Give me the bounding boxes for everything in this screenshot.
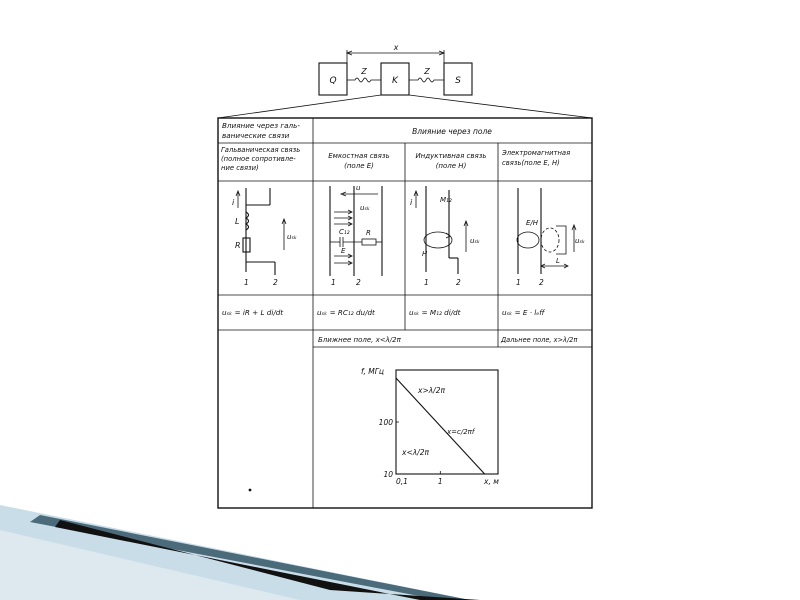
galvanic-uk: uₛₖ (287, 233, 298, 241)
annotation-boundary: x=c/2πf (447, 428, 475, 436)
col3-line1: Индуктивная связь (415, 152, 487, 160)
x-tick-label: 0,1 (396, 477, 408, 486)
galvanic-R: R (235, 241, 241, 250)
block-s-label: S (455, 76, 461, 86)
header-galvanic-line2: ванические связи (222, 131, 290, 140)
chart-ylabel: f, МГц (361, 367, 385, 376)
source-receptor-diagram (218, 43, 592, 118)
capacitive-circuit (330, 184, 382, 287)
y-tick-label: 100 (378, 418, 393, 427)
em-EH: E/H (526, 219, 539, 227)
formula-em: uₛₖ = E · lₑff (502, 308, 545, 317)
col3-line2: (поле H) (435, 162, 467, 170)
col4-line1: Электромагнитная (502, 149, 571, 157)
galvanic-circuit (232, 188, 297, 287)
cap-u: u (356, 184, 361, 192)
distance-label: x (393, 43, 399, 52)
ind-n2: 2 (456, 278, 461, 287)
cap-n2: 2 (356, 278, 361, 287)
header-field-influence: Влияние через поле (412, 127, 492, 136)
z-right-label: Z (424, 67, 430, 76)
em-circuit (516, 188, 585, 287)
formula-capacitive: uₛₖ = RC₁₂ du/dt (317, 308, 375, 317)
col2-line2: (поле E) (344, 162, 374, 170)
annotation-far: x>λ/2π (418, 386, 445, 395)
corner-swoosh-decoration (0, 505, 480, 600)
cap-uk: uₛₖ (360, 204, 371, 212)
galvanic-L: L (235, 217, 240, 226)
block-q-label: Q (329, 76, 337, 86)
cap-n1: 1 (331, 278, 336, 287)
zone-near-label: Ближнее поле, x<λ/2π (318, 336, 401, 344)
block-k-label: K (392, 76, 398, 86)
col1-line2: (полное сопротивле- (221, 155, 296, 163)
chart-xlabel: x, м (484, 477, 499, 486)
col1-line3: ние связи) (221, 164, 259, 172)
annotation-near: x<λ/2π (402, 448, 429, 457)
em-L: L (556, 257, 560, 265)
cap-R: R (366, 229, 371, 237)
ind-n1: 1 (424, 278, 429, 287)
cap-C: C₁₂ (339, 228, 350, 236)
ind-uk: uₛₖ (470, 237, 481, 245)
inductive-circuit (410, 186, 480, 287)
ind-i: i (410, 198, 413, 207)
header-galvanic-line1: Влияние через галь- (222, 121, 300, 130)
col1-line1: Гальваническая связь (221, 146, 301, 154)
ind-M: M₁₂ (440, 196, 452, 204)
em-uk: uₛₖ (575, 237, 586, 245)
z-left-label: Z (361, 67, 367, 76)
cap-E: E (341, 247, 346, 255)
y-tick-label: 10 (383, 470, 393, 479)
formula-inductive: uₛₖ = M₁₂ di/dt (409, 308, 461, 317)
col2-line1: Емкостная связь (328, 152, 390, 160)
galvanic-n2: 2 (273, 278, 278, 287)
zone-far-label: Дальнее поле, x>λ/2π (501, 336, 578, 344)
ind-H: H (422, 250, 428, 258)
frequency-distance-chart (361, 367, 499, 486)
formula-galvanic: uₛₖ = iR + L di/dt (222, 308, 284, 317)
em-n2: 2 (539, 278, 544, 287)
em-n1: 1 (516, 278, 521, 287)
galvanic-i: i (232, 198, 235, 207)
galvanic-n1: 1 (244, 278, 249, 287)
col4-line2: связь(поле E, H) (502, 159, 560, 167)
chart-plot-frame (396, 370, 498, 474)
x-tick-label: 1 (437, 477, 443, 486)
